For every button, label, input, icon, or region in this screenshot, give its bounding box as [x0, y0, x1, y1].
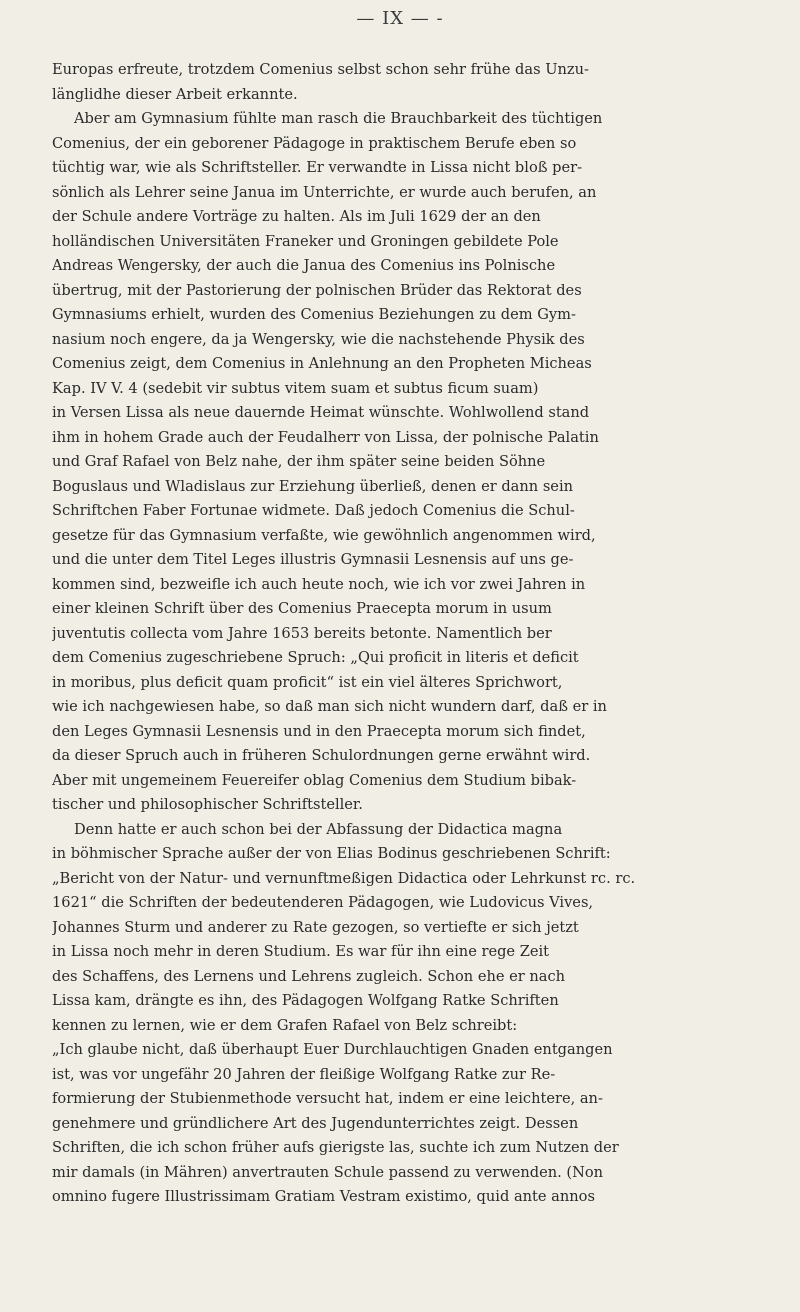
text-line: formierung der Stubienmethode versucht hat, indem er eine leichtere, an-: [52, 1090, 603, 1107]
text-line: tischer und philosophischer Schriftsteller.: [52, 796, 363, 813]
text-line: in Versen Lissa als neue dauernde Heimat wünschte. Wohlwollend stand: [52, 404, 590, 421]
text-line: Johannes Sturm und anderer zu Rate gezogen, so vertiefte er sich jetzt: [52, 918, 579, 936]
text-line: Schriftchen Faber Fortunae widmete. Daß jedoch Comenius die Schul-: [52, 502, 575, 519]
text-line: genehmere und gründlichere Art des Jugendunterrichtes zeigt. Dessen: [52, 1114, 579, 1132]
text-line: Schriften, die ich schon früher aufs gierigste las, suchte ich zum Nutzen der: [52, 1139, 619, 1156]
text-line: in moribus, plus deficit quam proficit“ ist ein viel älteres Sprichwort,: [52, 673, 563, 691]
text-line: dem Comenius zugeschriebene Spruch: „Qui proficit in literis et deficit: [52, 649, 579, 666]
text-line: Kap. IV V. 4 (sedebit vir subtus vitem suam et subtus ficum suam): [52, 379, 539, 397]
text-line: ist, was vor ungefähr 20 Jahren der fleißige Wolfgang Ratke zur Re-: [52, 1065, 556, 1083]
text-line: holländischen Universitäten Franeker und Groningen gebildete Pole: [52, 232, 559, 250]
text-line: der Schule andere Vorträge zu halten. Als im Juli 1629 der an den: [52, 208, 541, 225]
text-line: Denn hatte er auch schon bei der Abfassung der Didactica magna: [74, 820, 563, 838]
text-line: Aber mit ungemeinem Feuereifer oblag Comenius dem Studium bibak-: [52, 771, 577, 789]
text-line: Andreas Wengersky, der auch die Janua des Comenius ins Polnische: [52, 257, 556, 274]
text-line: kennen zu lernen, wie er dem Grafen Rafael von Belz schreibt:: [52, 1016, 518, 1034]
text-line: Boguslaus und Wladislaus zur Erziehung überließ, denen er dann sein: [52, 477, 574, 495]
body-text: [52, 58, 764, 1210]
text-line: des Schaffens, des Lernens und Lehrens zugleich. Schon ehe er nach: [52, 967, 566, 985]
text-line: Gymnasiums erhielt, wurden des Comenius Beziehungen zu dem Gym-: [52, 306, 576, 323]
text-line: Comenius zeigt, dem Comenius in Anlehnung an den Propheten Micheas: [52, 355, 592, 372]
text-line: juventutis collecta vom Jahre 1653 bereits betonte. Namentlich ber: [52, 624, 552, 642]
text-line: Aber am Gymnasium fühlte man rasch die Brauchbarkeit des tüchtigen: [74, 110, 603, 127]
text-line: Lissa kam, drängte es ihn, des Pädagogen Wolfgang Ratke Schriften: [52, 992, 559, 1009]
text-line: gesetze für das Gymnasium verfaßte, wie gewöhnlich angenommen wird,: [52, 526, 596, 544]
page-number: — IX — -: [356, 8, 444, 29]
text-line: da dieser Spruch auch in früheren Schulordnungen gerne erwähnt wird.: [52, 747, 591, 764]
text-line: nasium noch engere, da ja Wengersky, wie die nachstehende Physik des: [52, 330, 585, 348]
text-line: in Lissa noch mehr in deren Studium. Es war für ihn eine rege Zeit: [52, 943, 550, 960]
text-line: einer kleinen Schrift über des Comenius Praecepta morum in usum: [52, 600, 552, 617]
text-line: kommen sind, bezweifle ich auch heute noch, wie ich vor zwei Jahren in: [52, 575, 586, 593]
text-line: und die unter dem Titel Leges illustris Gymnasii Lesnensis auf uns ge-: [52, 551, 574, 568]
text-line: länglidhe dieser Arbeit erkannte.: [52, 85, 298, 103]
text-line: omnino fugere Illustrissimam Gratiam Vestram existimo, quid ante annos: [52, 1188, 595, 1205]
text-line: „Ich glaube nicht, daß überhaupt Euer Durchlauchtigen Gnaden entgangen: [52, 1041, 613, 1058]
text-line: ihm in hohem Grade auch der Feudalherr von Lissa, der polnische Palatin: [52, 428, 599, 446]
text-line: Europas erfreute, trotzdem Comenius selbst schon sehr frühe das Unzu-: [52, 61, 589, 78]
text-line: in böhmischer Sprache außer der von Elias Bodinus geschriebenen Schrift:: [52, 845, 611, 862]
text-line: tüchtig war, wie als Schriftsteller. Er verwandte in Lissa nicht bloß per-: [52, 159, 583, 176]
text-line: 1621“ die Schriften der bedeutenderen Pädagogen, wie Ludovicus Vives,: [52, 894, 594, 911]
text-line: wie ich nachgewiesen habe, so daß man sich nicht wundern darf, daß er in: [52, 698, 607, 715]
text-line: übertrug, mit der Pastorierung der polnischen Brüder das Rektorat des: [52, 281, 582, 299]
text-line: den Leges Gymnasii Lesnensis und in den Praecepta morum sich findet,: [52, 722, 586, 740]
text-line: sönlich als Lehrer seine Janua im Unterrichte, er wurde auch berufen, an: [52, 183, 597, 201]
text-line: „Bericht von der Natur- und vernunftmeßigen Didactica oder Lehrkunst rc. rc.: [52, 869, 636, 887]
text-line: und Graf Rafael von Belz nahe, der ihm später seine beiden Söhne: [52, 453, 546, 470]
text-line: Comenius, der ein geborener Pädagoge in praktischem Berufe eben so: [52, 134, 577, 152]
text-line: mir damals (in Mähren) anvertrauten Schule passend zu verwenden. (Non: [52, 1163, 604, 1181]
